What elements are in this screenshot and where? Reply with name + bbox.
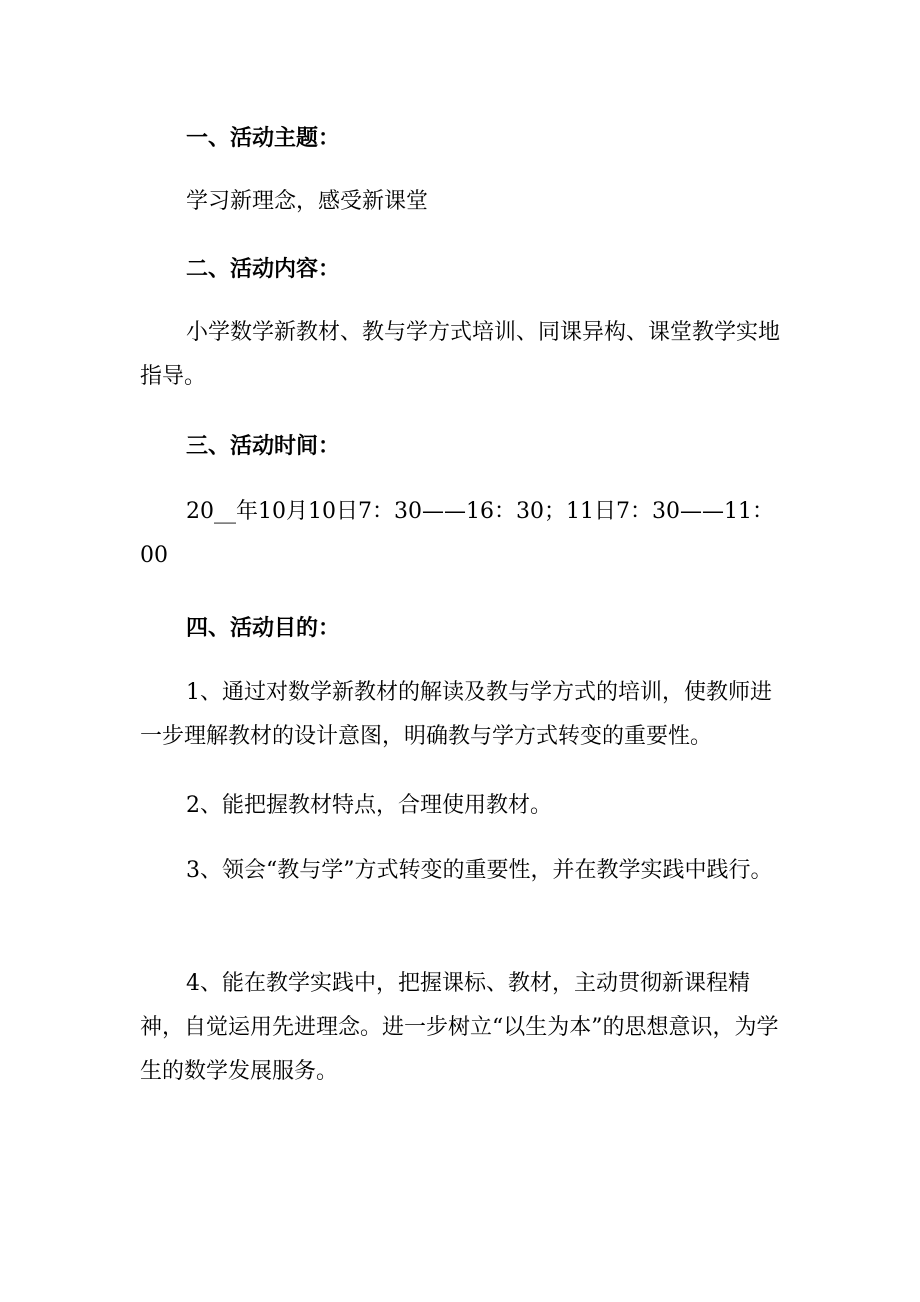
goal-item-4: 4、能在教学实践中，把握课标、教材，主动贯彻新课程精神，自觉运用先进理念。进一步树立“以生为本”的思想意识，为学生的数学发展服务。 [140,971,779,1084]
goal-item-2: 2、能把握教材特点，合理使用教材。 [186,793,552,818]
section-body-time: 20__年10月10日7：30——16：30；11日7：30——11：00 [140,499,774,568]
goal-item-3: 3、领会“教与学”方式转变的重要性，并在教学实践中践行。 [186,858,773,883]
section-heading-content: 二、活动内容： [186,256,341,282]
section-heading-time: 三、活动时间： [186,433,341,459]
goal-item-1: 1、通过对数学新教材的解读及教与学方式的培训，使教师进一步理解教材的设计意图，明确教与学方式转变的重要性。 [140,680,772,749]
section-body-content: 小学数学新教材、教与学方式培训、同课异构、课堂教学实地指导。 [140,320,781,389]
section-heading-theme: 一、活动主题： [186,125,341,151]
section-heading-goals: 四、活动目的： [186,615,341,641]
section-body-theme: 学习新理念，感受新课堂 [186,189,429,214]
